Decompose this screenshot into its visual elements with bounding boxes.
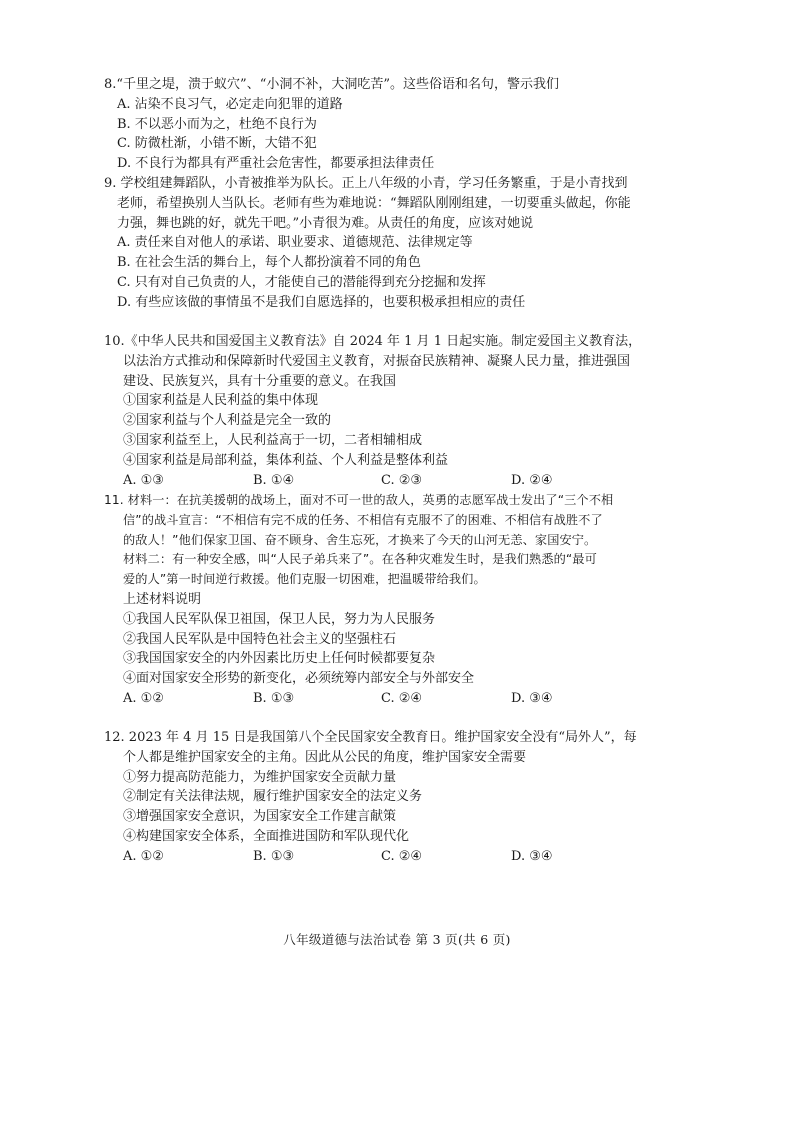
statement-4: ④国家利益是局部利益，集体利益、个人利益是整体利益 bbox=[123, 452, 449, 468]
option-d: D. 不良行为都具有严重社会危害性，都要承担法律责任 bbox=[117, 156, 435, 172]
choice-d: D. ②④ bbox=[511, 472, 553, 488]
question-stem-line: 12. 2023 年 4 月 15 日是我国第八个全民国家安全教育日。维护国家安全没有“局外人”，每 bbox=[104, 730, 637, 745]
material-two-line: 爱的人”第一时间逆行救援。他们克服一切困难，把温暖带给我们。 bbox=[123, 572, 486, 587]
statement-3: ③我国国家安全的内外因素比历史上任何时候都要复杂 bbox=[123, 651, 436, 667]
question-stem-line: 力强，舞也跳的好，就先干吧。”小青很为难。从责任的角度，应该对她说 bbox=[117, 215, 534, 231]
question-12 bbox=[104, 728, 704, 867]
statement-1: ①努力提高防范能力，为维护国家安全贡献力量 bbox=[123, 769, 397, 785]
question-stem-line: 个人都是维护国家安全的主角。因此从公民的角度，维护国家安全需要 bbox=[123, 749, 527, 765]
option-b: B. 不以恶小而为之，杜绝不良行为 bbox=[117, 116, 317, 132]
question-8 bbox=[104, 75, 704, 174]
choice-c: C. ②③ bbox=[381, 472, 423, 488]
choice-d: D. ③④ bbox=[511, 690, 553, 706]
answer-choices bbox=[104, 689, 704, 709]
question-9 bbox=[104, 174, 704, 313]
choice-a: A. ①② bbox=[123, 690, 164, 706]
option-a: A. 责任来自对他人的承诺、职业要求、道德规范、法律规定等 bbox=[117, 235, 473, 251]
statement-2: ②制定有关法律法规，履行维护国家安全的法定义务 bbox=[123, 789, 423, 805]
statement-3: ③增强国家安全意识，为国家安全工作建言献策 bbox=[123, 809, 397, 825]
answer-choices bbox=[104, 471, 704, 491]
question-stem-line: 9. 学校组建舞蹈队，小青被推举为队长。正上八年级的小青，学习任务繁重，于是小青找到 bbox=[104, 176, 628, 191]
option-c: C. 防微杜渐，小错不断，大错不犯 bbox=[117, 136, 317, 152]
choice-b: B. ①④ bbox=[253, 472, 295, 488]
question-stem-line: 建设、民族复兴，具有十分重要的意义。在我国 bbox=[123, 373, 397, 389]
statement-1: ①我国人民军队保卫祖国，保卫人民，努力为人民服务 bbox=[123, 611, 436, 627]
choice-a: A. ①③ bbox=[123, 472, 164, 488]
question-stem-line: 以法治方式推动和保障新时代爱国主义教育，对振奋民族精神、凝聚人民力量，推进强国 bbox=[123, 353, 631, 369]
material-one-line: 信”的战斗宣言：“不相信有完不成的任务、不相信有克服不了的困难、不相信有战胜不了 bbox=[123, 512, 603, 527]
material-one-line: 11. 材料一：在抗美援朝的战场上，面对不可一世的敌人，英勇的志愿军战士发出了“三个不相 bbox=[104, 493, 614, 507]
option-b: B. 在社会生活的舞台上，每个人都扮演着不同的角色 bbox=[117, 255, 421, 271]
choice-c: C. ②④ bbox=[381, 690, 423, 706]
choice-d: D. ③④ bbox=[511, 848, 553, 864]
choice-c: C. ②④ bbox=[381, 848, 423, 864]
choice-b: B. ①③ bbox=[253, 690, 295, 706]
statement-1: ①国家利益是人民利益的集中体现 bbox=[123, 393, 319, 409]
material-two-line: 材料二：有一种安全感，叫“人民子弟兵来了”。在各种灾难发生时，是我们熟悉的“最可 bbox=[123, 552, 597, 567]
option-d: D. 有些应该做的事情虽不是我们自愿选择的，也要积极承担相应的责任 bbox=[117, 294, 526, 310]
statement-2: ②国家利益与个人利益是完全一致的 bbox=[123, 413, 332, 429]
question-stem-line: 10.《中华人民共和国爱国主义教育法》自 2024 年 1 月 1 日起实施。制定爱国主义教育法， bbox=[104, 334, 642, 349]
choice-b: B. ①③ bbox=[253, 848, 295, 864]
question-stem: 8.“千里之堤，溃于蚁穴”、“小洞不补，大洞吃苦”。这些俗语和名句，警示我们 bbox=[104, 77, 559, 92]
option-c: C. 只有对自己负责的人，才能使自己的潜能得到充分挖掘和发挥 bbox=[117, 274, 486, 290]
question-10 bbox=[104, 332, 704, 490]
option-a: A. 沾染不良习气，必定走向犯罪的道路 bbox=[117, 96, 343, 112]
page-footer: 八年级道德与法治试卷 第 3 页(共 6 页) bbox=[283, 932, 511, 947]
choice-a: A. ①② bbox=[123, 848, 164, 864]
question-stem-line: 老师，希望换别人当队长。老师有些为难地说：“舞蹈队刚刚组建，一切要重头做起，你能 bbox=[117, 195, 631, 211]
material-one-line: 的敌人！”他们保家卫国、奋不顾身、舍生忘死，才换来了今天的山河无恙、家国安宁。 bbox=[123, 532, 597, 547]
statement-2: ②我国人民军队是中国特色社会主义的坚强柱石 bbox=[123, 631, 397, 647]
statement-4: ④构建国家安全体系，全面推进国防和军队现代化 bbox=[123, 828, 410, 844]
statement-3: ③国家利益至上，人民利益高于一切，二者相辅相成 bbox=[123, 432, 423, 448]
question-prompt: 上述材料说明 bbox=[123, 591, 202, 607]
answer-choices bbox=[104, 847, 704, 867]
statement-4: ④面对国家安全形势的新变化，必须统筹内部安全与外部安全 bbox=[123, 671, 475, 687]
question-11 bbox=[104, 491, 704, 709]
